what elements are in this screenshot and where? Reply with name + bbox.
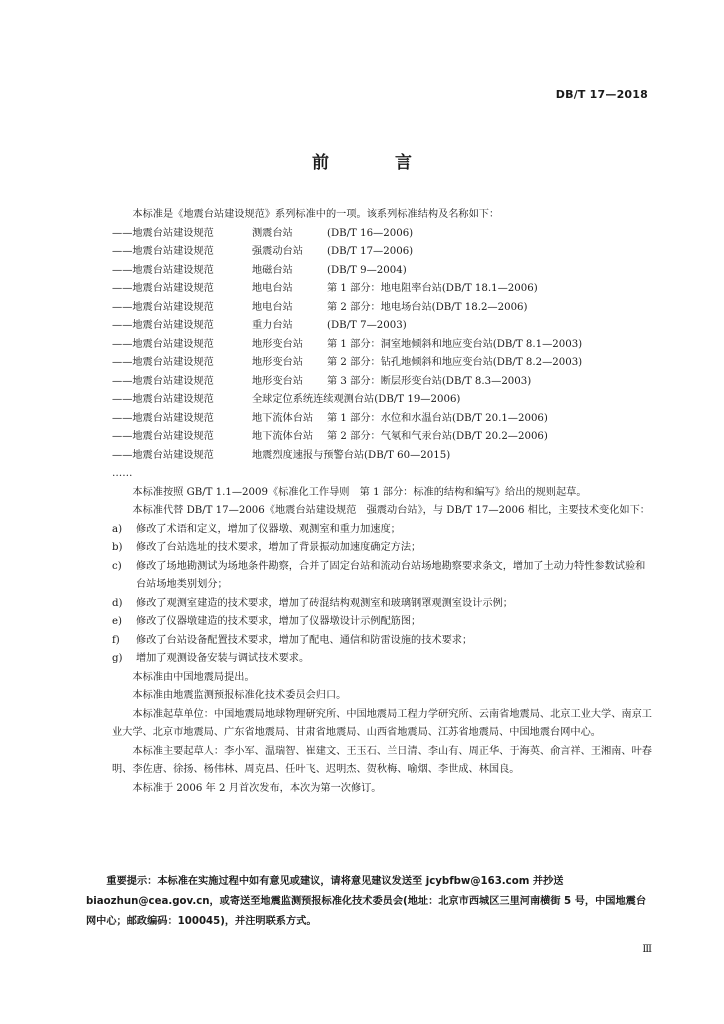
changes-list: [112, 521, 652, 669]
change-item: d) 修改了观测室建造的技术要求，增加了砖混结构观测室和玻璃钢罩观测室设计示例；: [112, 597, 513, 609]
series-item: ——地震台站建设规范 地电台站 第 1 部分：地电阻率台站(DB/T 18.1—2006): [112, 283, 538, 294]
important-notice: [86, 872, 646, 932]
series-ellipsis: ……: [112, 468, 133, 479]
series-list: [112, 225, 652, 466]
series-item: ——地震台站建设规范 地形变台站 第 1 部分：洞室地倾斜和地应变台站(DB/T 8.1—2003): [112, 338, 583, 350]
series-item: ——地震台站建设规范 强震动台站 (DB/T 17—2006): [112, 246, 414, 257]
proposed-by-paragraph: 本标准由中国地震局提出。: [132, 671, 255, 683]
standard-code: DB/T 17—2018: [555, 88, 648, 101]
preface-body: [112, 206, 652, 798]
page-title: 前 言: [312, 153, 442, 173]
history-paragraph: 本标准于 2006 年 2 月首次发布，本次为第一次修订。: [132, 782, 382, 794]
managed-by-paragraph: 本标准由地震监测预报标准化技术委员会归口。: [132, 690, 347, 701]
replacement-paragraph: 本标准代替 DB/T 17—2006《地震台站建设规范 强震动台站》，与 DB/T 17—2006 相比，主要技术变化如下：: [132, 505, 650, 516]
series-item: ——地震台站建设规范 全球定位系统连续观测台站(DB/T 19—2006): [112, 394, 461, 405]
change-item: g) 增加了观测设备安装与调试技术要求。: [112, 653, 310, 664]
change-item: e) 修改了仪器墩建造的技术要求，增加了仪器墩设计示例配筋图；: [112, 616, 422, 627]
page-number: Ⅲ: [642, 944, 652, 955]
series-item: ——地震台站建设规范 地震烈度速报与预警台站(DB/T 60—2015): [112, 449, 451, 461]
drafting-units-paragraph: 本标准起草单位：中国地震局地球物理研究所、中国地震局工程力学研究所、云南省地震局、北京工业大学、南京工业大学、北京市地震局、广东省地震局、甘肃省地震局、山西省地震局、江苏省地震局、中国地震台网中心。: [112, 708, 652, 738]
series-item: ——地震台站建设规范 地形变台站 第 3 部分：断层形变台站(DB/T 8.3—2003): [112, 375, 532, 387]
drafters-paragraph: 本标准主要起草人：李小军、温瑞智、崔建文、王玉石、兰日清、李山有、周正华、于海英、俞言祥、王湘南、叶春明、李佐唐、徐扬、杨伟林、周克昌、任叶飞、迟明杰、贺秋梅、喻烟、李世成、林国良。: [112, 745, 652, 775]
drafting-rules-paragraph: 本标准按照 GB/T 1.1—2009《标准化工作导则 第 1 部分：标准的结构和编写》给出的规则起草。: [132, 486, 587, 498]
notice-text: 重要提示：本标准在实施过程中如有意见或建议，请将意见建议发送至 jcybfbw@163.com 并抄送 biaozhun@cea.gov.cn，或寄送至地震监测预报标准化技术委员会(地址：北京市西城区三里河南横街 5 号，中国地震台网中心；邮政编码：100045)，并注明联系方式。: [86, 876, 647, 927]
change-item: b) 修改了台站选址的技术要求，增加了背景振动加速度确定方法；: [112, 542, 422, 553]
change-item: c) 修改了场地勘测试为场地条件勘察，合并了固定台站和流动台站场地勘察要求条文，增加了土动力特性参数试验和台站场地类别划分；: [112, 560, 646, 590]
intro-paragraph: 本标准是《地震台站建设规范》系列标准中的一项。该系列标准结构及名称如下：: [132, 209, 500, 220]
change-item: f) 修改了台站设备配置技术要求，增加了配电、通信和防雷设施的技术要求；: [112, 634, 473, 646]
series-item: ——地震台站建设规范 测震台站 (DB/T 16—2006): [112, 227, 414, 239]
series-item: ——地震台站建设规范 地下流体台站 第 2 部分：气氡和气汞台站(DB/T 20.2—2006): [112, 431, 548, 442]
series-item: ——地震台站建设规范 地磁台站 (DB/T 9—2004): [112, 264, 407, 276]
series-item: ——地震台站建设规范 重力台站 (DB/T 7—2003): [112, 320, 407, 331]
series-item: ——地震台站建设规范 地电台站 第 2 部分：地电场台站(DB/T 18.2—2006): [112, 301, 528, 313]
series-item: ——地震台站建设规范 地下流体台站 第 1 部分：水位和水温台站(DB/T 20.1—2006): [112, 412, 548, 424]
series-item: ——地震台站建设规范 地形变台站 第 2 部分：钻孔地倾斜和地应变台站(DB/T 8.2—2003): [112, 357, 583, 368]
change-item: a) 修改了术语和定义，增加了仪器墩、观测室和重力加速度；: [112, 523, 401, 535]
